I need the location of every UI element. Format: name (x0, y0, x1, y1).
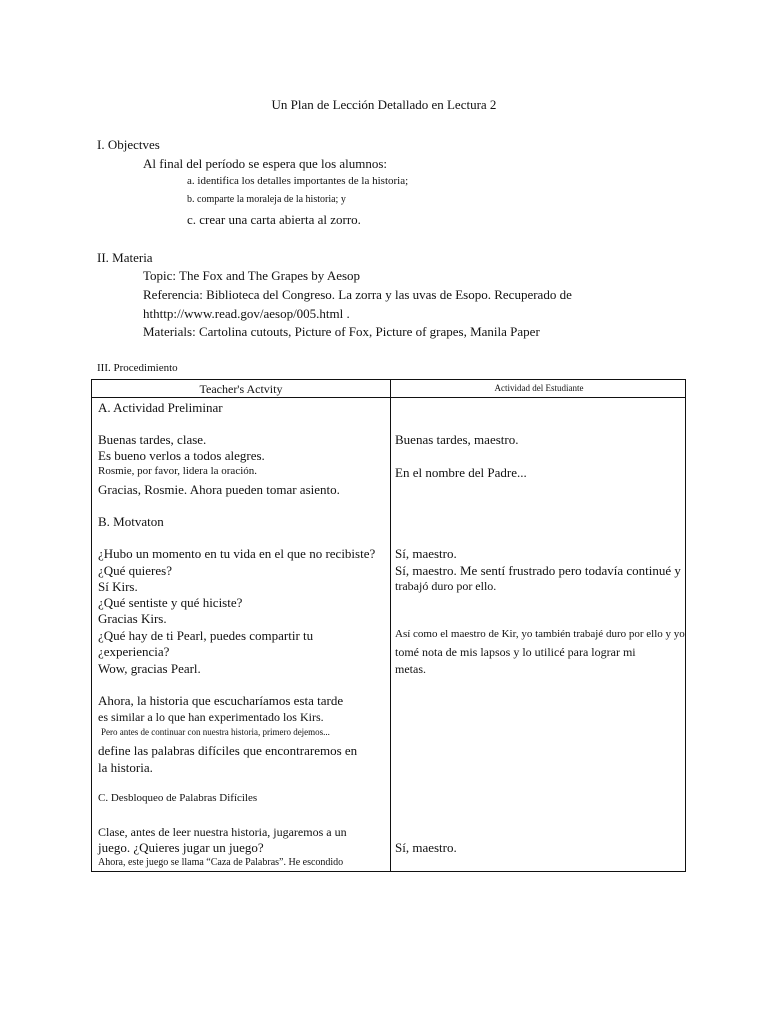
student-line: Sí, maestro. (395, 840, 457, 855)
teacher-line: ¿Hubo un momento en tu vida en el que no recibiste? (98, 546, 376, 561)
objective-item: a. identifica los detalles importantes de la historia; (187, 175, 409, 187)
teacher-section-heading: B. Motvaton (98, 514, 164, 529)
teacher-line: Gracias, Rosmie. Ahora pueden tomar asiento. (98, 482, 340, 497)
teacher-line: Pero antes de continuar con nuestra historia, primero dejemos... (101, 727, 330, 737)
materia-heading: II. Materia (97, 250, 153, 265)
student-line: Sí, maestro. Me sentí frustrado pero todavía continué y (395, 563, 681, 578)
teacher-line: ¿Qué sentiste y qué hiciste? (98, 595, 243, 610)
materia-reference: Referencia: Biblioteca del Congreso. La zorra y las uvas de Esopo. Recuperado de (143, 287, 572, 302)
teacher-section-heading: C. Desbloqueo de Palabras Difíciles (98, 792, 258, 804)
teacher-line: Clase, antes de leer nuestra historia, jugaremos a un (98, 825, 347, 839)
header-divider (92, 397, 685, 398)
student-line: trabajó duro por ello. (395, 579, 497, 593)
student-line: En el nombre del Padre... (395, 465, 527, 480)
teacher-line: ¿Qué hay de ti Pearl, puedes compartir tu (98, 628, 314, 643)
student-column-header: Actividad del Estudiante (494, 383, 584, 393)
procedure-table (91, 379, 686, 872)
teacher-line: ¿Qué quieres? (98, 563, 172, 578)
materia-reference-url: hthttp://www.read.gov/aesop/005.html . (143, 306, 350, 321)
teacher-line: la historia. (98, 760, 153, 775)
objective-item: b. comparte la moraleja de la historia; y (187, 194, 346, 205)
objective-item: c. crear una carta abierta al zorro. (187, 212, 361, 227)
teacher-line: es similar a lo que han experimentado los Kirs. (98, 710, 324, 724)
objectives-intro: Al final del período se espera que los alumnos: (143, 156, 388, 171)
teacher-line: Rosmie, por favor, lidera la oración. (98, 465, 258, 477)
teacher-line: define las palabras difíciles que encontraremos en (98, 743, 358, 758)
teacher-line: Ahora, este juego se llama “Caza de Palabras”. He escondido (98, 857, 344, 868)
teacher-column-header: Teacher's Actvity (199, 382, 283, 396)
teacher-line: juego. ¿Quieres jugar un juego? (98, 840, 264, 855)
student-line: Así como el maestro de Kir, yo también trabajé duro por ello y yo (395, 628, 685, 640)
materia-topic: Topic: The Fox and The Grapes by Aesop (143, 268, 361, 283)
teacher-line: Gracias Kirs. (98, 611, 167, 626)
teacher-line: Wow, gracias Pearl. (98, 661, 201, 676)
student-line: metas. (395, 662, 426, 676)
student-line: tomé nota de mis lapsos y lo utilicé para lograr mi (395, 645, 636, 659)
objectives-heading: I. Objectves (97, 137, 160, 152)
teacher-line: Sí Kirs. (98, 579, 138, 594)
teacher-line: Ahora, la historia que escucharíamos esta tarde (98, 693, 344, 708)
column-divider (390, 380, 391, 871)
teacher-line: Es bueno verlos a todos alegres. (98, 448, 265, 463)
student-line: Buenas tardes, maestro. (395, 432, 519, 447)
procedimiento-heading: III. Procedimiento (97, 362, 178, 374)
teacher-line: ¿experiencia? (98, 644, 170, 659)
teacher-line: Buenas tardes, clase. (98, 432, 207, 447)
student-line: Sí, maestro. (395, 546, 457, 561)
document-title: Un Plan de Lección Detallado en Lectura 2 (271, 97, 497, 112)
materia-materials: Materials: Cartolina cutouts, Picture of Fox, Picture of grapes, Manila Paper (143, 324, 540, 339)
teacher-section-heading: A. Actividad Preliminar (98, 400, 223, 415)
